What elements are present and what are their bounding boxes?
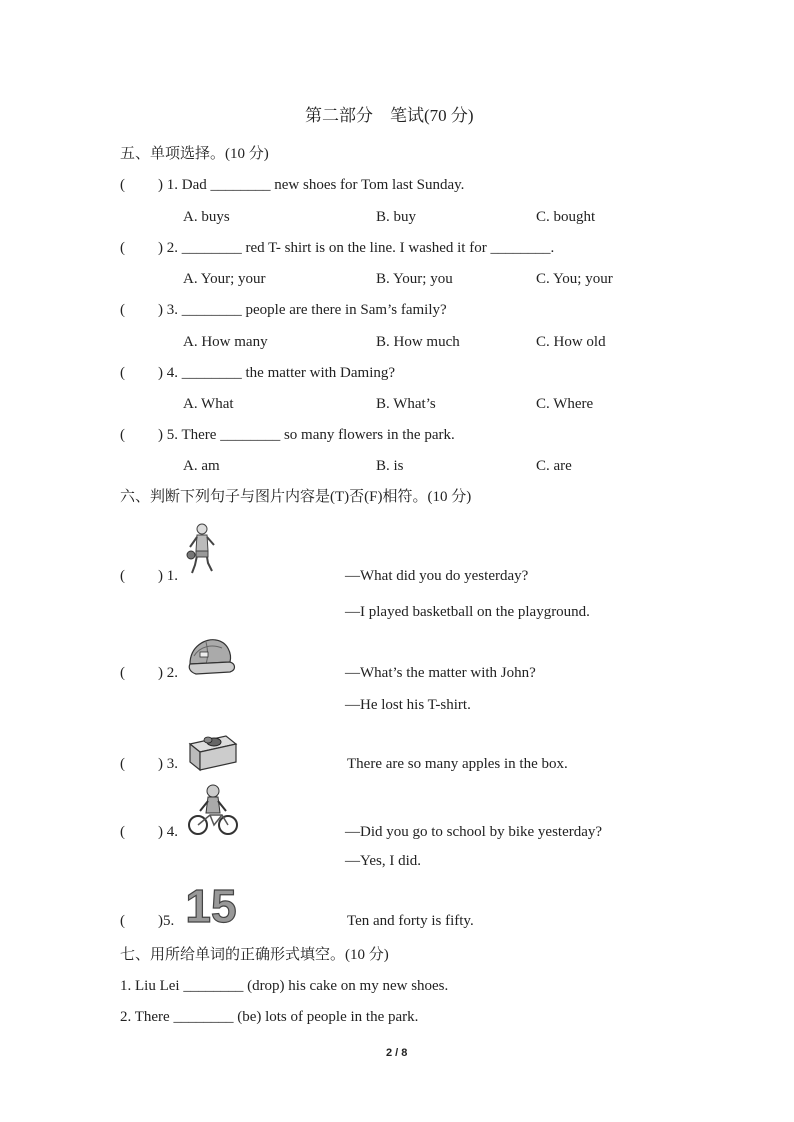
option-b: B. How much [376,334,460,350]
cap-icon [186,636,238,678]
box-icon [186,730,238,772]
answer-paren-open: ( [120,302,125,318]
section-5-heading: 五、单项选择。(10 分) [120,146,269,162]
basketball-player-icon [186,523,220,579]
option-c: C. Where [536,396,594,412]
section-6-heading: 六、判断下列句子与图片内容是(T)否(F)相符。(10 分) [120,489,472,505]
page-title: 第二部分 笔试(70 分) [305,106,474,125]
page-number: 2 / 8 [386,1047,408,1059]
option-c: C. are [536,458,572,474]
option-c: C. How old [536,334,606,350]
dialogue-line-1: —What did you do yesterday? [345,568,529,584]
item-number: )5. [158,913,175,929]
option-a: A. Your; your [183,271,266,287]
dialogue-line-2: —He lost his T-shirt. [345,697,471,713]
answer-paren-open: ( [120,824,125,840]
question-stem: ) 2. ________ red T- shirt is on the line. I washed it for ________. [158,240,555,256]
fill-item-1: 1. Liu Lei ________ (drop) his cake on my new shoes. [120,978,449,994]
bike-rider-icon [186,783,238,837]
item-number: ) 4. [158,824,178,840]
svg-text:15: 15 [185,880,237,932]
option-a: A. buys [183,209,230,225]
dialogue-line-2: —Yes, I did. [345,853,421,869]
answer-paren-open: ( [120,665,125,681]
item-number: ) 2. [158,665,178,681]
option-c: C. You; your [536,271,613,287]
question-stem: ) 1. Dad ________ new shoes for Tom last Sunday. [158,177,465,193]
sentence: There are so many apples in the box. [347,756,568,772]
question-stem: ) 4. ________ the matter with Daming? [158,365,396,381]
question-stem: ) 3. ________ people are there in Sam’s family? [158,302,447,318]
option-b: B. What’s [376,396,436,412]
fill-item-2: 2. There ________ (be) lots of people in the park. [120,1009,419,1025]
number-15-icon [185,880,237,932]
dialogue-line-1: —Did you go to school by bike yesterday? [345,824,603,840]
answer-paren-open: ( [120,177,125,193]
question-stem: ) 5. There ________ so many flowers in the park. [158,427,455,443]
dialogue-line-2: —I played basketball on the playground. [345,604,590,620]
option-b: B. Your; you [376,271,453,287]
item-number: ) 3. [158,756,178,772]
option-a: A. What [183,396,234,412]
sentence: Ten and forty is fifty. [347,913,474,929]
item-number: ) 1. [158,568,178,584]
option-a: A. am [183,458,220,474]
option-c: C. bought [536,209,596,225]
option-b: B. buy [376,209,417,225]
answer-paren-open: ( [120,568,125,584]
answer-paren-open: ( [120,240,125,256]
answer-paren-open: ( [120,365,125,381]
dialogue-line-1: —What’s the matter with John? [345,665,536,681]
answer-paren-open: ( [120,913,125,929]
option-a: A. How many [183,334,268,350]
answer-paren-open: ( [120,427,125,443]
answer-paren-open: ( [120,756,125,772]
section-7-heading: 七、用所给单词的正确形式填空。(10 分) [120,947,389,963]
option-b: B. is [376,458,404,474]
